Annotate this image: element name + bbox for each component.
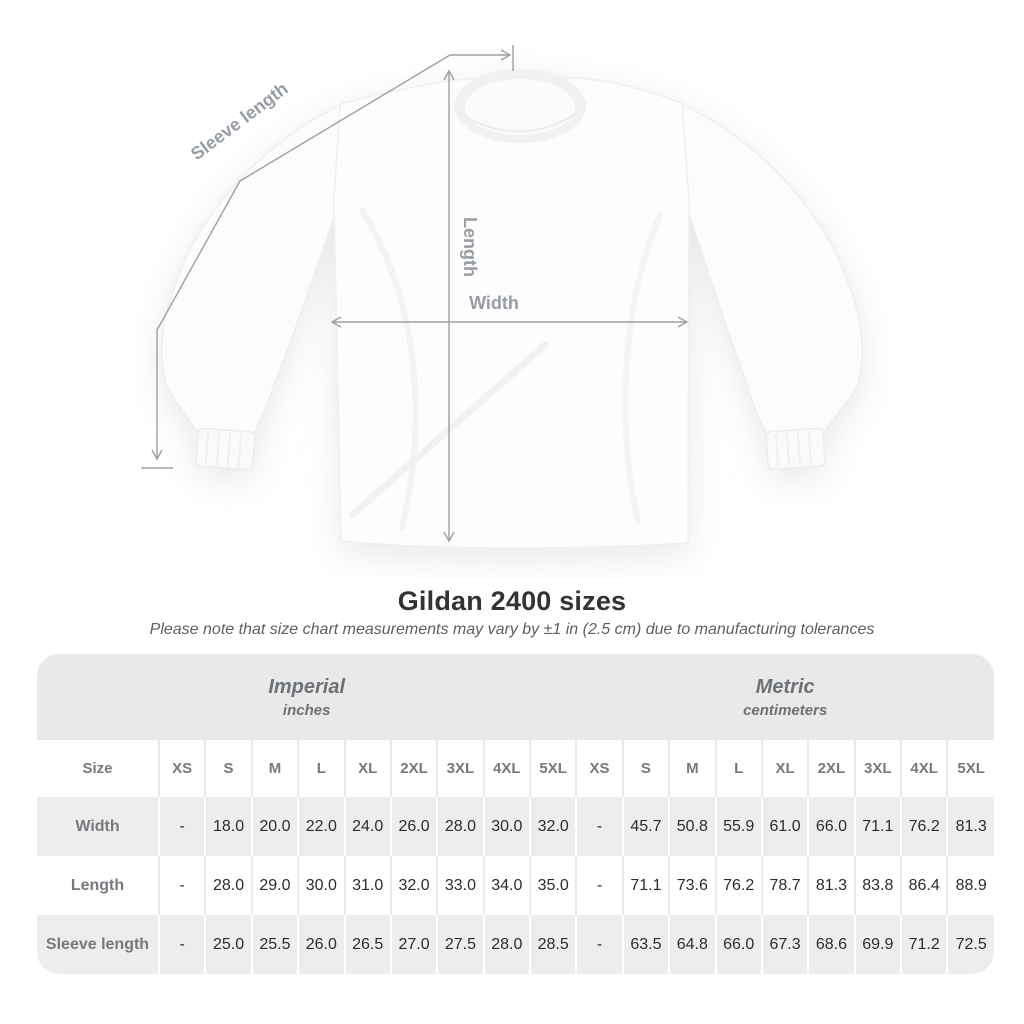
measurement-cell: - — [159, 915, 205, 974]
sleeve-length-label: Sleeve length — [187, 78, 292, 165]
size-col-13: XL — [762, 740, 808, 797]
metric-title: Metric — [755, 675, 815, 698]
measurement-cell: 50.8 — [669, 797, 715, 856]
imperial-header — [37, 654, 576, 740]
size-chart-table — [37, 654, 994, 974]
imperial-title: Imperial — [268, 675, 346, 698]
measurement-cell: 45.7 — [623, 797, 669, 856]
size-col-12: L — [716, 740, 762, 797]
table-row — [37, 797, 994, 856]
size-column-header: Size — [82, 760, 113, 777]
size-header-row — [37, 740, 994, 797]
measurement-cell: 61.0 — [762, 797, 808, 856]
measurement-cell: 73.6 — [669, 856, 715, 915]
shirt-body — [334, 78, 689, 548]
measurement-cell: - — [576, 797, 622, 856]
measurement-cell: 71.1 — [623, 856, 669, 915]
measurement-cell: 34.0 — [484, 856, 530, 915]
measurement-cell: 78.7 — [762, 856, 808, 915]
metric-unit: centimeters — [743, 701, 828, 719]
measurement-cell: 27.5 — [437, 915, 483, 974]
measurement-cell: 30.0 — [484, 797, 530, 856]
measurement-cell: - — [159, 797, 205, 856]
length-label: Length — [460, 217, 480, 277]
measurement-cell: 27.0 — [391, 915, 437, 974]
row-label: Length — [70, 876, 125, 894]
row-label: Width — [75, 817, 120, 835]
size-col-8: 5XL — [530, 740, 576, 797]
measurement-cell: 71.1 — [855, 797, 901, 856]
measurement-cell: 25.5 — [252, 915, 298, 974]
size-col-15: 3XL — [855, 740, 901, 797]
size-col-1: S — [205, 740, 251, 797]
measurement-cell: 76.2 — [716, 856, 762, 915]
imperial-unit: inches — [282, 701, 331, 719]
measurement-cell: 86.4 — [901, 856, 947, 915]
measurement-cell: 68.6 — [808, 915, 854, 974]
measurement-cell: 28.5 — [530, 915, 576, 974]
measurement-cell: 83.8 — [855, 856, 901, 915]
measurement-cell: 35.0 — [530, 856, 576, 915]
measurement-cell: 55.9 — [716, 797, 762, 856]
measurement-cell: 72.5 — [947, 915, 994, 974]
measurement-cell: 26.5 — [345, 915, 391, 974]
measurement-cell: 28.0 — [205, 856, 251, 915]
measurement-cell: 32.0 — [530, 797, 576, 856]
size-col-16: 4XL — [901, 740, 947, 797]
measurement-cell: 31.0 — [345, 856, 391, 915]
measurement-cell: 26.0 — [391, 797, 437, 856]
measurement-cell: 30.0 — [298, 856, 344, 915]
size-chart-table-container — [37, 654, 994, 974]
measurement-cell: 64.8 — [669, 915, 715, 974]
measurement-cell: 32.0 — [391, 856, 437, 915]
shirt-right-sleeve — [679, 103, 862, 436]
size-col-14: 2XL — [808, 740, 854, 797]
shirt-collar — [454, 69, 586, 143]
measurement-cell: 18.0 — [205, 797, 251, 856]
measurement-cell: 25.0 — [205, 915, 251, 974]
size-col-0: XS — [159, 740, 205, 797]
measurement-cell: 29.0 — [252, 856, 298, 915]
measurement-cell: 67.3 — [762, 915, 808, 974]
size-col-2: M — [252, 740, 298, 797]
measurement-cell: 33.0 — [437, 856, 483, 915]
page-title: Gildan 2400 sizes — [397, 586, 627, 616]
shirt-left-sleeve — [162, 103, 345, 436]
measurement-cell: - — [159, 856, 205, 915]
measurement-cell: 24.0 — [345, 797, 391, 856]
size-col-17: 5XL — [947, 740, 994, 797]
table-row — [37, 856, 994, 915]
size-col-3: L — [298, 740, 344, 797]
measurement-cell: 26.0 — [298, 915, 344, 974]
measurement-cell: 20.0 — [252, 797, 298, 856]
unit-header-row — [37, 654, 994, 740]
size-col-7: 4XL — [484, 740, 530, 797]
size-col-10: S — [623, 740, 669, 797]
measurement-cell: 63.5 — [623, 915, 669, 974]
measurement-cell: - — [576, 915, 622, 974]
measurement-cell: 28.0 — [437, 797, 483, 856]
size-col-4: XL — [345, 740, 391, 797]
measurement-cell: 81.3 — [947, 797, 994, 856]
measurement-cell: 88.9 — [947, 856, 994, 915]
measurement-cell: 28.0 — [484, 915, 530, 974]
size-col-6: 3XL — [437, 740, 483, 797]
measurement-cell: 81.3 — [808, 856, 854, 915]
metric-header — [576, 654, 994, 740]
shirt-right-cuff — [766, 428, 826, 470]
measurement-cell: 22.0 — [298, 797, 344, 856]
size-col-11: M — [669, 740, 715, 797]
measurement-cell: 66.0 — [716, 915, 762, 974]
measurement-cell: 76.2 — [901, 797, 947, 856]
measurement-cell: 66.0 — [808, 797, 854, 856]
size-col-9: XS — [576, 740, 622, 797]
measurement-cell: 71.2 — [901, 915, 947, 974]
shirt-left-cuff — [196, 428, 256, 470]
tolerance-note: Please note that size chart measurements may vary by ±1 in (2.5 cm) due to manufacturing tolerances — [149, 621, 875, 638]
measurement-cell: 69.9 — [855, 915, 901, 974]
size-col-5: 2XL — [391, 740, 437, 797]
table-row — [37, 915, 994, 974]
row-label: Sleeve length — [45, 935, 150, 953]
measurement-cell: - — [576, 856, 622, 915]
width-label: Width — [469, 293, 519, 313]
